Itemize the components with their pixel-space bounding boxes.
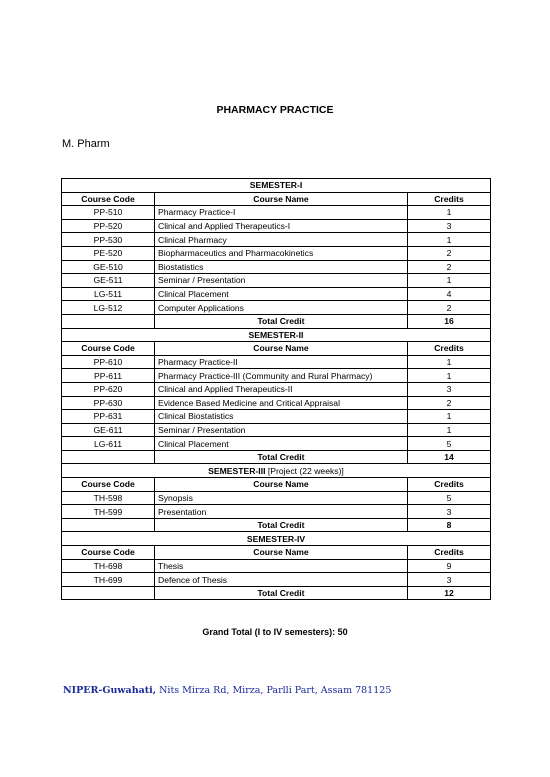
course-row [62, 246, 491, 260]
total-blank-cell [62, 450, 155, 464]
course-credits: 1 [408, 369, 491, 383]
course-row [62, 274, 491, 288]
course-code: PP-520 [62, 219, 155, 233]
course-credits: 5 [408, 437, 491, 451]
column-header-row [62, 342, 491, 356]
course-credits: 1 [408, 410, 491, 424]
course-name: Defence of Thesis [155, 573, 408, 587]
course-name: Clinical Pharmacy [155, 233, 408, 247]
column-header-row [62, 192, 491, 206]
course-credits: 1 [408, 274, 491, 288]
course-row [62, 301, 491, 315]
course-code: PP-611 [62, 369, 155, 383]
semester-header-row [62, 179, 491, 193]
total-credit-label: Total Credit [155, 314, 408, 328]
column-header-code: Course Code [62, 342, 155, 356]
course-credits: 3 [408, 573, 491, 587]
course-name: Pharmacy Practice-I [155, 206, 408, 220]
semester-title: SEMESTER-II [248, 329, 304, 340]
page-title: PHARMACY PRACTICE [216, 104, 334, 116]
course-code: PP-510 [62, 206, 155, 220]
total-credit-row [62, 586, 491, 600]
course-credits: 3 [408, 219, 491, 233]
course-credits: 1 [408, 423, 491, 437]
column-header-credits: Credits [408, 342, 491, 356]
course-row [62, 396, 491, 410]
course-credits: 2 [408, 301, 491, 315]
course-code: PP-610 [62, 355, 155, 369]
column-header-row [62, 546, 491, 560]
course-credits: 4 [408, 287, 491, 301]
course-name: Biostatistics [155, 260, 408, 274]
course-name: Computer Applications [155, 301, 408, 315]
course-code: GE-510 [62, 260, 155, 274]
course-row [62, 369, 491, 383]
column-header-credits: Credits [408, 192, 491, 206]
total-credit-row [62, 314, 491, 328]
total-credit-label: Total Credit [155, 450, 408, 464]
column-header-name: Course Name [155, 546, 408, 560]
course-name: Pharmacy Practice-III (Community and Rural Pharmacy) [155, 369, 408, 383]
course-row [62, 206, 491, 220]
total-blank-cell [62, 586, 155, 600]
course-name: Clinical Placement [155, 287, 408, 301]
course-code: PE-520 [62, 246, 155, 260]
column-header-name: Course Name [155, 342, 408, 356]
course-code: LG-611 [62, 437, 155, 451]
total-credit-row [62, 518, 491, 532]
total-credit-value: 8 [408, 518, 491, 532]
course-name: Clinical Placement [155, 437, 408, 451]
course-code: PP-530 [62, 233, 155, 247]
semester-title-cell [62, 179, 491, 193]
program-subtitle: M. Pharm [62, 138, 110, 150]
semester-header-row [62, 532, 491, 546]
course-row [62, 491, 491, 505]
column-header-credits: Credits [408, 546, 491, 560]
course-code: PP-620 [62, 382, 155, 396]
course-row [62, 437, 491, 451]
course-code: GE-511 [62, 274, 155, 288]
course-row [62, 260, 491, 274]
course-name: Presentation [155, 505, 408, 519]
course-credits: 9 [408, 559, 491, 573]
course-credits: 2 [408, 396, 491, 410]
course-name: Seminar / Presentation [155, 423, 408, 437]
total-credit-value: 12 [408, 586, 491, 600]
course-code: TH-599 [62, 505, 155, 519]
column-header-name: Course Name [155, 478, 408, 492]
course-code: PP-631 [62, 410, 155, 424]
semester-title-cell [62, 532, 491, 546]
course-code: TH-699 [62, 573, 155, 587]
course-credits: 1 [408, 355, 491, 369]
course-code: LG-512 [62, 301, 155, 315]
total-blank-cell [62, 518, 155, 532]
total-credit-row [62, 450, 491, 464]
course-code: TH-598 [62, 491, 155, 505]
course-row [62, 233, 491, 247]
course-row [62, 382, 491, 396]
course-credits: 3 [408, 382, 491, 396]
semester-title-cell [62, 328, 491, 342]
course-code: LG-511 [62, 287, 155, 301]
course-row [62, 559, 491, 573]
course-row [62, 355, 491, 369]
column-header-credits: Credits [408, 478, 491, 492]
semester-title: SEMESTER-I [249, 180, 303, 191]
course-row [62, 423, 491, 437]
course-row [62, 573, 491, 587]
course-credits: 2 [408, 246, 491, 260]
footer-address [63, 685, 391, 696]
course-row [62, 219, 491, 233]
column-header-code: Course Code [62, 478, 155, 492]
footer-org: NIPER-Guwahati, [63, 685, 157, 696]
course-credits: 3 [408, 505, 491, 519]
course-name: Clinical Biostatistics [155, 410, 408, 424]
curriculum-table-body [62, 179, 491, 600]
course-name: Synopsis [155, 491, 408, 505]
course-name: Seminar / Presentation [155, 274, 408, 288]
footer-address-text: Nits Mirza Rd, Mirza, Parlli Part, Assam 781125 [159, 685, 392, 696]
semester-header-row [62, 328, 491, 342]
course-code: PP-630 [62, 396, 155, 410]
course-name: Pharmacy Practice-II [155, 355, 408, 369]
course-credits: 1 [408, 233, 491, 247]
course-row [62, 505, 491, 519]
course-credits: 1 [408, 206, 491, 220]
course-code: GE-611 [62, 423, 155, 437]
course-row [62, 287, 491, 301]
semester-title-cell [62, 464, 491, 478]
course-name: Clinical and Applied Therapeutics-I [155, 219, 408, 233]
total-credit-label: Total Credit [155, 518, 408, 532]
course-name: Thesis [155, 559, 408, 573]
semester-note: [Project (22 weeks)] [267, 465, 344, 476]
course-credits: 2 [408, 260, 491, 274]
total-blank-cell [62, 314, 155, 328]
course-name: Evidence Based Medicine and Critical Appraisal [155, 396, 408, 410]
curriculum-table [61, 178, 491, 600]
total-credit-value: 14 [408, 450, 491, 464]
column-header-name: Course Name [155, 192, 408, 206]
grand-total: Grand Total (I to IV semesters): 50 [202, 627, 348, 637]
total-credit-label: Total Credit [155, 586, 408, 600]
column-header-code: Course Code [62, 546, 155, 560]
course-code: TH-698 [62, 559, 155, 573]
course-credits: 5 [408, 491, 491, 505]
semester-title: SEMESTER-IV [246, 533, 306, 544]
column-header-row [62, 478, 491, 492]
total-credit-value: 16 [408, 314, 491, 328]
semester-header-row [62, 464, 491, 478]
column-header-code: Course Code [62, 192, 155, 206]
course-row [62, 410, 491, 424]
semester-title: SEMESTER-III [208, 465, 266, 476]
course-name: Biopharmaceutics and Pharmacokinetics [155, 246, 408, 260]
course-name: Clinical and Applied Therapeutics-II [155, 382, 408, 396]
